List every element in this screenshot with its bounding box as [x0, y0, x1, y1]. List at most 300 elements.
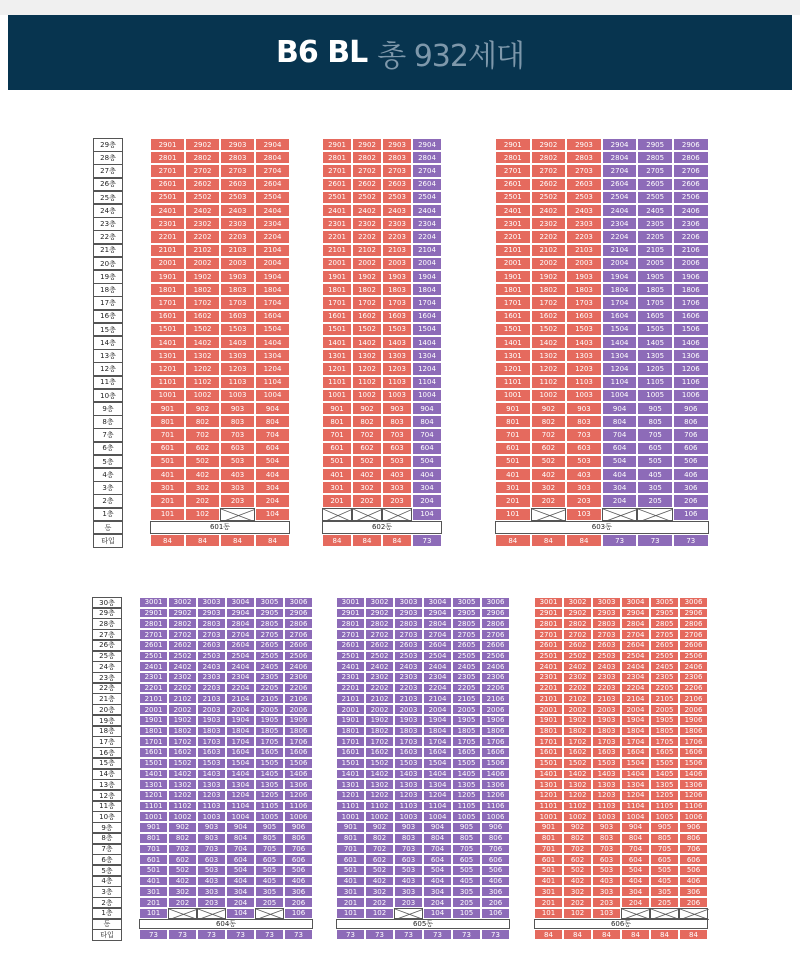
- unit-type: 73: [637, 534, 673, 547]
- dong-label: 605동: [336, 919, 510, 930]
- floor-label: 26층: [92, 640, 122, 651]
- unit-cell: 1101: [534, 801, 563, 812]
- unit-cell: 2603: [197, 640, 226, 651]
- unit-cell: 1604: [412, 310, 442, 323]
- unit-cell: 2901: [139, 608, 168, 619]
- unit-cell: 3001: [336, 597, 365, 608]
- unit-cell: 2503: [592, 651, 621, 662]
- unit-cell: 1303: [394, 779, 423, 790]
- unit-type: 84: [621, 929, 650, 940]
- unit-cell: 2903: [592, 608, 621, 619]
- unit-cell: 1804: [602, 283, 638, 296]
- unit-cell: 2404: [226, 661, 255, 672]
- unit-cell: 2302: [531, 217, 567, 230]
- unit-cell: 1806: [673, 283, 709, 296]
- unit-cell: 1302: [563, 779, 592, 790]
- unit-cell: 1806: [679, 726, 708, 737]
- unit-cell: 2005: [637, 257, 673, 270]
- unit-cell: 2105: [637, 244, 673, 257]
- unit-cell: 1603: [566, 310, 602, 323]
- unit-cell: 1404: [423, 769, 452, 780]
- cross-mark-icon: [353, 509, 383, 522]
- unit-cell: 1006: [673, 389, 709, 402]
- unit-cell: 1402: [352, 336, 382, 349]
- unit-cell: 2506: [679, 651, 708, 662]
- floor-label: 타입: [92, 929, 122, 940]
- unit-cell: 606: [481, 854, 510, 865]
- unit-cell: 405: [650, 876, 679, 887]
- unit-cell: 2606: [679, 640, 708, 651]
- unit-cell: 403: [382, 468, 412, 481]
- unit-cell: 2604: [226, 640, 255, 651]
- floor-label: 동: [92, 919, 122, 930]
- unit-cell: 2903: [197, 608, 226, 619]
- unit-cell: 502: [563, 865, 592, 876]
- unit-cell: 1903: [394, 715, 423, 726]
- unit-cell: 1702: [531, 296, 567, 309]
- unit-cell: 1302: [168, 779, 197, 790]
- unit-cell: 2903: [394, 608, 423, 619]
- unit-cell: 1001: [534, 811, 563, 822]
- unit-cell: 1905: [637, 270, 673, 283]
- unit-cell: 3006: [481, 597, 510, 608]
- unit-cell: 1401: [336, 769, 365, 780]
- unit-cell: 2002: [185, 257, 220, 270]
- unit-cell: 1103: [220, 376, 255, 389]
- unit-cell: 2801: [322, 151, 352, 164]
- unit-cell: 606: [284, 854, 313, 865]
- unit-cell: 704: [602, 428, 638, 441]
- unit-cell: 104: [255, 508, 290, 521]
- unit-cell: 2503: [197, 651, 226, 662]
- unit-cell: 302: [185, 481, 220, 494]
- floor-label: 5층: [93, 455, 123, 469]
- floor-label: 7층: [92, 844, 122, 855]
- unit-cell: 1305: [255, 779, 284, 790]
- unit-cell: 402: [365, 876, 394, 887]
- unit-cell: 2603: [382, 178, 412, 191]
- unit-cell: 2701: [336, 629, 365, 640]
- unit-cell: 704: [423, 844, 452, 855]
- floor-label: 21층: [92, 693, 122, 704]
- unit-cell: 2205: [452, 683, 481, 694]
- unit-cell: 302: [352, 481, 382, 494]
- unit-cell: 1106: [673, 376, 709, 389]
- unit-cell: 2103: [197, 693, 226, 704]
- unit-type: 73: [226, 929, 255, 940]
- unit-cell: 206: [284, 897, 313, 908]
- unit-cell: 2006: [679, 704, 708, 715]
- unit-cell: 2301: [534, 672, 563, 683]
- unit-cell: 2401: [139, 661, 168, 672]
- unit-cell: 2706: [673, 164, 709, 177]
- unit-cell: 1104: [226, 801, 255, 812]
- unit-cell: 2303: [382, 217, 412, 230]
- unit-cell: 802: [168, 833, 197, 844]
- unit-cell: 2402: [352, 204, 382, 217]
- unit-cell: 504: [255, 455, 290, 468]
- unit-cell: 1901: [139, 715, 168, 726]
- unit-cell: 1805: [650, 726, 679, 737]
- unit-cell: 2003: [566, 257, 602, 270]
- dong-label: 601동: [150, 521, 290, 534]
- unit-cell: 1904: [602, 270, 638, 283]
- unit-cell: 1103: [566, 376, 602, 389]
- unit-cell: 303: [382, 481, 412, 494]
- unit-cell: 1904: [621, 715, 650, 726]
- unit-cell: 1205: [255, 790, 284, 801]
- unit-cell: 2702: [352, 164, 382, 177]
- unit-cell: 1702: [352, 296, 382, 309]
- unit-cell: 703: [382, 428, 412, 441]
- floor-label: 11층: [93, 376, 123, 390]
- unit-cell: 1402: [365, 769, 394, 780]
- unit-cell: 503: [197, 865, 226, 876]
- unit-cell: 1904: [412, 270, 442, 283]
- unit-cell: 1505: [255, 758, 284, 769]
- unit-cell: 2503: [382, 191, 412, 204]
- unit-cell: 804: [602, 415, 638, 428]
- floor-label: 7층: [93, 428, 123, 442]
- unit-cell: 1402: [563, 769, 592, 780]
- unit-cell: 1204: [621, 790, 650, 801]
- unit-cell: 1601: [495, 310, 531, 323]
- unit-cell: 1006: [284, 811, 313, 822]
- unit-cell: 2004: [621, 704, 650, 715]
- unit-cell: 804: [255, 415, 290, 428]
- unit-cell: 506: [679, 865, 708, 876]
- unit-cell: 803: [566, 415, 602, 428]
- unit-cell: 2801: [336, 618, 365, 629]
- unit-cell: 504: [621, 865, 650, 876]
- unit-cell: 1804: [621, 726, 650, 737]
- unit-cell: 306: [481, 886, 510, 897]
- unit-cell: 2901: [336, 608, 365, 619]
- unit-cell: 1002: [531, 389, 567, 402]
- unit-type: 73: [139, 929, 168, 940]
- unit-cell: 2806: [679, 618, 708, 629]
- unit-cell: 801: [150, 415, 185, 428]
- unit-cell: 906: [679, 822, 708, 833]
- unit-cell: 2901: [534, 608, 563, 619]
- unit-cell: 2803: [382, 151, 412, 164]
- unit-cell: 2602: [168, 640, 197, 651]
- unit-type: 73: [365, 929, 394, 940]
- unit-cell: 302: [563, 886, 592, 897]
- unit-type: 73: [197, 929, 226, 940]
- unit-cell: 404: [602, 468, 638, 481]
- unit-cell: 201: [322, 494, 352, 507]
- unit-cell: 2001: [495, 257, 531, 270]
- unit-cell: 2505: [650, 651, 679, 662]
- unit-cell: 2604: [621, 640, 650, 651]
- floor-label: 20층: [93, 257, 123, 271]
- unit-cell: 2601: [495, 178, 531, 191]
- unit-cell: 1001: [150, 389, 185, 402]
- unit-cell: 2502: [563, 651, 592, 662]
- unit-cell: 201: [336, 897, 365, 908]
- unit-cell: 2101: [322, 244, 352, 257]
- unit-cell: 1502: [185, 323, 220, 336]
- unit-cell: 502: [365, 865, 394, 876]
- unit-cell: 806: [679, 833, 708, 844]
- unit-cell: 703: [566, 428, 602, 441]
- empty-unit: [394, 908, 423, 919]
- unit-type: 84: [150, 534, 185, 547]
- unit-cell: 701: [534, 844, 563, 855]
- unit-cell: 203: [394, 897, 423, 908]
- empty-unit: [621, 908, 650, 919]
- unit-cell: 603: [592, 854, 621, 865]
- unit-cell: 2102: [563, 693, 592, 704]
- unit-cell: 202: [563, 897, 592, 908]
- dong-label: 602동: [322, 521, 442, 534]
- unit-cell: 2905: [650, 608, 679, 619]
- floor-label: 10층: [93, 389, 123, 403]
- unit-cell: 503: [382, 455, 412, 468]
- unit-cell: 2301: [139, 672, 168, 683]
- unit-cell: 802: [563, 833, 592, 844]
- unit-cell: 2802: [168, 618, 197, 629]
- unit-cell: 2703: [220, 164, 255, 177]
- unit-cell: 1203: [197, 790, 226, 801]
- floor-label: 1층: [93, 508, 123, 522]
- unit-cell: 903: [592, 822, 621, 833]
- unit-cell: 1703: [197, 736, 226, 747]
- unit-cell: 2503: [220, 191, 255, 204]
- floor-label: 27층: [93, 164, 123, 178]
- unit-cell: 1902: [352, 270, 382, 283]
- unit-cell: 2204: [412, 230, 442, 243]
- unit-cell: 2705: [452, 629, 481, 640]
- unit-cell: 1101: [150, 376, 185, 389]
- unit-cell: 1802: [563, 726, 592, 737]
- unit-cell: 2603: [566, 178, 602, 191]
- unit-cell: 701: [150, 428, 185, 441]
- unit-cell: 2801: [150, 151, 185, 164]
- unit-cell: 1706: [673, 296, 709, 309]
- unit-cell: 1603: [394, 747, 423, 758]
- unit-cell: 1502: [365, 758, 394, 769]
- unit-cell: 1603: [220, 310, 255, 323]
- unit-cell: 1702: [563, 736, 592, 747]
- unit-cell: 505: [650, 865, 679, 876]
- unit-cell: 1104: [412, 376, 442, 389]
- unit-cell: 1502: [352, 323, 382, 336]
- unit-cell: 1405: [650, 769, 679, 780]
- unit-cell: 2901: [495, 138, 531, 151]
- unit-cell: 2004: [602, 257, 638, 270]
- unit-cell: 103: [592, 908, 621, 919]
- unit-cell: 504: [226, 865, 255, 876]
- unit-cell: 404: [255, 468, 290, 481]
- unit-cell: 102: [365, 908, 394, 919]
- unit-cell: 2805: [452, 618, 481, 629]
- unit-cell: 1401: [150, 336, 185, 349]
- unit-cell: 1201: [495, 362, 531, 375]
- unit-cell: 301: [495, 481, 531, 494]
- unit-cell: 1004: [412, 389, 442, 402]
- unit-cell: 303: [394, 886, 423, 897]
- unit-cell: 305: [452, 886, 481, 897]
- unit-type: 84: [531, 534, 567, 547]
- unit-cell: 2901: [150, 138, 185, 151]
- unit-cell: 2803: [197, 618, 226, 629]
- unit-cell: 1101: [139, 801, 168, 812]
- unit-cell: 2404: [602, 204, 638, 217]
- unit-cell: 601: [150, 442, 185, 455]
- unit-cell: 504: [412, 455, 442, 468]
- unit-cell: 2103: [382, 244, 412, 257]
- unit-cell: 1301: [534, 779, 563, 790]
- dong-label: 606동: [534, 919, 708, 930]
- unit-cell: 2902: [352, 138, 382, 151]
- floor-label: 19층: [93, 270, 123, 284]
- floor-label: 9층: [93, 402, 123, 416]
- unit-cell: 701: [322, 428, 352, 441]
- unit-type: 84: [592, 929, 621, 940]
- unit-cell: 1004: [621, 811, 650, 822]
- unit-type: 84: [679, 929, 708, 940]
- unit-cell: 2401: [495, 204, 531, 217]
- unit-cell: 1503: [382, 323, 412, 336]
- unit-cell: 2003: [220, 257, 255, 270]
- unit-cell: 1701: [534, 736, 563, 747]
- unit-cell: 1505: [650, 758, 679, 769]
- unit-cell: 1704: [412, 296, 442, 309]
- unit-cell: 1902: [531, 270, 567, 283]
- unit-cell: 104: [423, 908, 452, 919]
- unit-type: 84: [566, 534, 602, 547]
- unit-type: 84: [220, 534, 255, 547]
- unit-cell: 1704: [423, 736, 452, 747]
- unit-cell: 2301: [150, 217, 185, 230]
- floor-label: 23층: [93, 217, 123, 231]
- unit-cell: 1101: [336, 801, 365, 812]
- unit-cell: 106: [284, 908, 313, 919]
- unit-cell: 901: [534, 822, 563, 833]
- unit-cell: 2102: [531, 244, 567, 257]
- unit-cell: 2905: [637, 138, 673, 151]
- unit-cell: 704: [255, 428, 290, 441]
- unit-cell: 603: [566, 442, 602, 455]
- unit-cell: 201: [139, 897, 168, 908]
- unit-cell: 304: [423, 886, 452, 897]
- floor-label: 11층: [92, 801, 122, 812]
- unit-cell: 1406: [481, 769, 510, 780]
- unit-cell: 806: [284, 833, 313, 844]
- unit-cell: 3005: [452, 597, 481, 608]
- unit-cell: 1905: [255, 715, 284, 726]
- unit-cell: 2203: [394, 683, 423, 694]
- unit-cell: 1504: [423, 758, 452, 769]
- unit-cell: 705: [650, 844, 679, 855]
- unit-cell: 2706: [481, 629, 510, 640]
- unit-cell: 905: [637, 402, 673, 415]
- unit-cell: 2802: [563, 618, 592, 629]
- unit-cell: 2904: [412, 138, 442, 151]
- unit-cell: 2505: [637, 191, 673, 204]
- unit-cell: 801: [139, 833, 168, 844]
- unit-cell: 101: [534, 908, 563, 919]
- unit-cell: 2201: [495, 230, 531, 243]
- unit-cell: 2805: [637, 151, 673, 164]
- unit-cell: 605: [452, 854, 481, 865]
- unit-type: 73: [412, 534, 442, 547]
- floor-label: 8층: [92, 833, 122, 844]
- unit-cell: 2403: [592, 661, 621, 672]
- unit-type: 73: [336, 929, 365, 940]
- unit-cell: 903: [197, 822, 226, 833]
- floor-label: 17층: [93, 296, 123, 310]
- unit-cell: 2402: [365, 661, 394, 672]
- unit-cell: 501: [495, 455, 531, 468]
- unit-cell: 3005: [650, 597, 679, 608]
- unit-cell: 1402: [531, 336, 567, 349]
- unit-cell: 1002: [563, 811, 592, 822]
- unit-cell: 1102: [563, 801, 592, 812]
- unit-cell: 2104: [621, 693, 650, 704]
- unit-cell: 606: [679, 854, 708, 865]
- floor-label: 20층: [92, 704, 122, 715]
- unit-cell: 1104: [255, 376, 290, 389]
- unit-cell: 1304: [255, 349, 290, 362]
- unit-type: 73: [481, 929, 510, 940]
- unit-cell: 2604: [412, 178, 442, 191]
- unit-cell: 2801: [139, 618, 168, 629]
- unit-cell: 1501: [322, 323, 352, 336]
- unit-type: 84: [382, 534, 412, 547]
- unit-cell: 2205: [255, 683, 284, 694]
- unit-cell: 904: [602, 402, 638, 415]
- unit-cell: 2203: [566, 230, 602, 243]
- unit-cell: 1302: [352, 349, 382, 362]
- unit-cell: 901: [150, 402, 185, 415]
- floor-label: 15층: [92, 758, 122, 769]
- unit-cell: 503: [220, 455, 255, 468]
- unit-type: 73: [673, 534, 709, 547]
- unit-cell: 1801: [322, 283, 352, 296]
- unit-cell: 605: [637, 442, 673, 455]
- unit-cell: 502: [168, 865, 197, 876]
- unit-cell: 905: [452, 822, 481, 833]
- unit-cell: 705: [255, 844, 284, 855]
- floor-label: 28층: [93, 151, 123, 165]
- unit-cell: 2501: [336, 651, 365, 662]
- unit-cell: 1905: [452, 715, 481, 726]
- unit-cell: 1703: [394, 736, 423, 747]
- unit-cell: 2703: [197, 629, 226, 640]
- unit-cell: 2501: [322, 191, 352, 204]
- floor-label: 21층: [93, 244, 123, 258]
- unit-cell: 2902: [185, 138, 220, 151]
- unit-cell: 2004: [423, 704, 452, 715]
- unit-cell: 3004: [226, 597, 255, 608]
- unit-cell: 1403: [566, 336, 602, 349]
- unit-cell: 906: [673, 402, 709, 415]
- unit-cell: 2904: [255, 138, 290, 151]
- unit-cell: 501: [322, 455, 352, 468]
- unit-cell: 2904: [602, 138, 638, 151]
- unit-cell: 203: [566, 494, 602, 507]
- unit-cell: 1701: [150, 296, 185, 309]
- unit-cell: 1503: [394, 758, 423, 769]
- unit-cell: 1503: [592, 758, 621, 769]
- unit-type: 73: [423, 929, 452, 940]
- floor-label: 9층: [92, 822, 122, 833]
- unit-cell: 2003: [592, 704, 621, 715]
- unit-cell: 303: [566, 481, 602, 494]
